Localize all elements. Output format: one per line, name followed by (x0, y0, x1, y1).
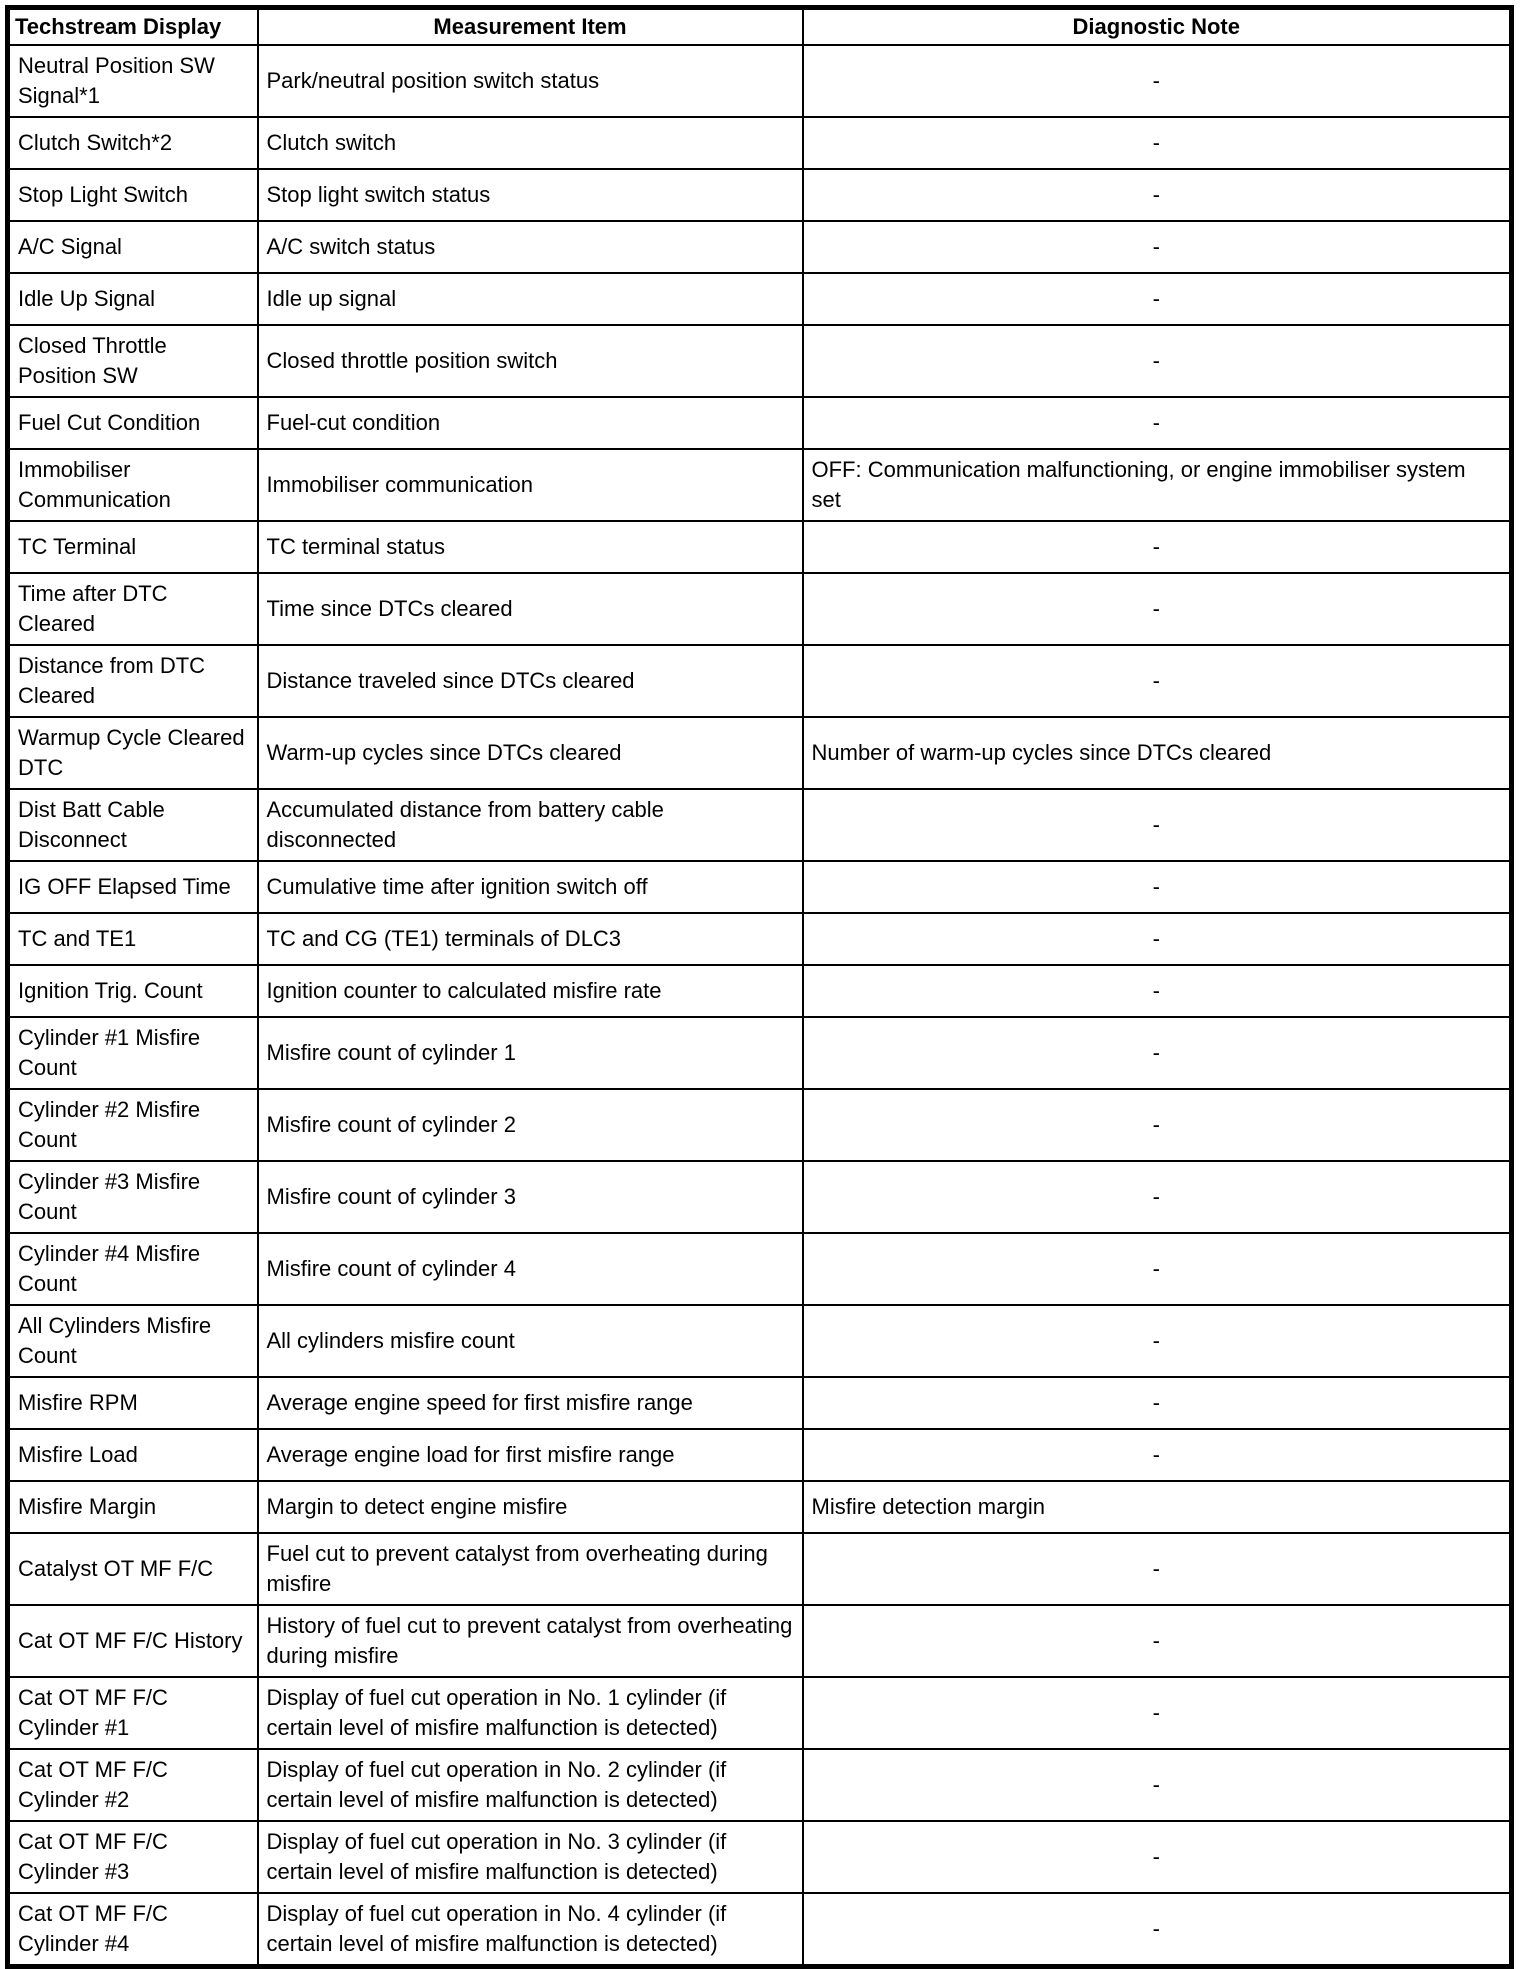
table-row (8, 1677, 1512, 1749)
cell-measurement-item: Misfire count of cylinder 4 (258, 1233, 803, 1305)
cell-techstream-display: Stop Light Switch (8, 169, 258, 221)
cell-measurement-item: Stop light switch status (258, 169, 803, 221)
cell-diagnostic-note: - (803, 397, 1512, 449)
cell-diagnostic-note: - (803, 965, 1512, 1017)
table-row (8, 169, 1512, 221)
cell-techstream-display: Catalyst OT MF F/C (8, 1533, 258, 1605)
cell-measurement-item: Margin to detect engine misfire (258, 1481, 803, 1533)
table-row (8, 645, 1512, 717)
table-row (8, 789, 1512, 861)
cell-diagnostic-note: - (803, 1677, 1512, 1749)
cell-diagnostic-note: - (803, 1605, 1512, 1677)
cell-diagnostic-note: - (803, 169, 1512, 221)
cell-diagnostic-note: - (803, 45, 1512, 117)
cell-diagnostic-note: - (803, 1017, 1512, 1089)
cell-diagnostic-note: - (803, 1429, 1512, 1481)
table-row (8, 449, 1512, 521)
cell-diagnostic-note: - (803, 1749, 1512, 1821)
cell-diagnostic-note: - (803, 861, 1512, 913)
cell-measurement-item: Display of fuel cut operation in No. 4 cylinder (if certain level of misfire malfunction is detected) (258, 1893, 803, 1967)
cell-techstream-display: Immobiliser Communication (8, 449, 258, 521)
cell-diagnostic-note: - (803, 645, 1512, 717)
table-row (8, 913, 1512, 965)
table-row (8, 1377, 1512, 1429)
cell-techstream-display: Idle Up Signal (8, 273, 258, 325)
cell-diagnostic-note: - (803, 1161, 1512, 1233)
cell-measurement-item: Idle up signal (258, 273, 803, 325)
table-row (8, 965, 1512, 1017)
cell-measurement-item: TC terminal status (258, 521, 803, 573)
techstream-data-list-table (5, 5, 1514, 1969)
cell-techstream-display: Warmup Cycle Cleared DTC (8, 717, 258, 789)
table-row (8, 1233, 1512, 1305)
cell-measurement-item: Distance traveled since DTCs cleared (258, 645, 803, 717)
table-row (8, 325, 1512, 397)
cell-measurement-item: A/C switch status (258, 221, 803, 273)
cell-techstream-display: Distance from DTC Cleared (8, 645, 258, 717)
cell-measurement-item: Average engine load for first misfire range (258, 1429, 803, 1481)
cell-measurement-item: Fuel-cut condition (258, 397, 803, 449)
cell-diagnostic-note: - (803, 117, 1512, 169)
cell-diagnostic-note: - (803, 573, 1512, 645)
cell-diagnostic-note: - (803, 789, 1512, 861)
table-row (8, 1749, 1512, 1821)
cell-diagnostic-note: - (803, 913, 1512, 965)
cell-diagnostic-note: - (803, 325, 1512, 397)
cell-techstream-display: Cylinder #4 Misfire Count (8, 1233, 258, 1305)
cell-measurement-item: Time since DTCs cleared (258, 573, 803, 645)
cell-diagnostic-note: - (803, 1821, 1512, 1893)
cell-diagnostic-note: - (803, 1305, 1512, 1377)
cell-diagnostic-note: - (803, 521, 1512, 573)
table-row (8, 521, 1512, 573)
cell-techstream-display: Fuel Cut Condition (8, 397, 258, 449)
cell-diagnostic-note: OFF: Communication malfunctioning, or engine immobiliser system set (803, 449, 1512, 521)
header-diagnostic-note: Diagnostic Note (803, 8, 1512, 46)
cell-diagnostic-note: - (803, 221, 1512, 273)
cell-techstream-display: Cat OT MF F/C History (8, 1605, 258, 1677)
cell-techstream-display: Cat OT MF F/C Cylinder #2 (8, 1749, 258, 1821)
cell-techstream-display: Time after DTC Cleared (8, 573, 258, 645)
table-row (8, 1605, 1512, 1677)
cell-measurement-item: All cylinders misfire count (258, 1305, 803, 1377)
cell-techstream-display: Cat OT MF F/C Cylinder #1 (8, 1677, 258, 1749)
table-row (8, 273, 1512, 325)
table-row (8, 861, 1512, 913)
table-row (8, 1821, 1512, 1893)
cell-measurement-item: Ignition counter to calculated misfire rate (258, 965, 803, 1017)
cell-diagnostic-note: - (803, 273, 1512, 325)
cell-techstream-display: Misfire RPM (8, 1377, 258, 1429)
cell-measurement-item: Accumulated distance from battery cable disconnected (258, 789, 803, 861)
cell-techstream-display: Misfire Margin (8, 1481, 258, 1533)
cell-measurement-item: Misfire count of cylinder 1 (258, 1017, 803, 1089)
cell-measurement-item: Warm-up cycles since DTCs cleared (258, 717, 803, 789)
cell-diagnostic-note: - (803, 1893, 1512, 1967)
table-row (8, 1533, 1512, 1605)
table-row (8, 221, 1512, 273)
cell-techstream-display: All Cylinders Misfire Count (8, 1305, 258, 1377)
cell-techstream-display: Cat OT MF F/C Cylinder #4 (8, 1893, 258, 1967)
table-row (8, 1089, 1512, 1161)
cell-measurement-item: Average engine speed for first misfire range (258, 1377, 803, 1429)
cell-techstream-display: Cylinder #3 Misfire Count (8, 1161, 258, 1233)
cell-diagnostic-note: - (803, 1377, 1512, 1429)
cell-techstream-display: Clutch Switch*2 (8, 117, 258, 169)
cell-measurement-item: Immobiliser communication (258, 449, 803, 521)
cell-techstream-display: Cat OT MF F/C Cylinder #3 (8, 1821, 258, 1893)
table-row (8, 573, 1512, 645)
cell-measurement-item: Misfire count of cylinder 3 (258, 1161, 803, 1233)
table-body (8, 45, 1512, 1967)
cell-measurement-item: Fuel cut to prevent catalyst from overheating during misfire (258, 1533, 803, 1605)
cell-techstream-display: Cylinder #1 Misfire Count (8, 1017, 258, 1089)
cell-measurement-item: Clutch switch (258, 117, 803, 169)
cell-measurement-item: TC and CG (TE1) terminals of DLC3 (258, 913, 803, 965)
cell-diagnostic-note: - (803, 1089, 1512, 1161)
cell-measurement-item: Display of fuel cut operation in No. 2 cylinder (if certain level of misfire malfunction is detected) (258, 1749, 803, 1821)
cell-techstream-display: Misfire Load (8, 1429, 258, 1481)
cell-measurement-item: History of fuel cut to prevent catalyst from overheating during misfire (258, 1605, 803, 1677)
table-row (8, 717, 1512, 789)
cell-diagnostic-note: - (803, 1533, 1512, 1605)
header-measurement-item: Measurement Item (258, 8, 803, 46)
cell-techstream-display: Ignition Trig. Count (8, 965, 258, 1017)
cell-diagnostic-note: Misfire detection margin (803, 1481, 1512, 1533)
cell-measurement-item: Park/neutral position switch status (258, 45, 803, 117)
cell-techstream-display: Cylinder #2 Misfire Count (8, 1089, 258, 1161)
cell-measurement-item: Display of fuel cut operation in No. 3 cylinder (if certain level of misfire malfunction is detected) (258, 1821, 803, 1893)
cell-measurement-item: Misfire count of cylinder 2 (258, 1089, 803, 1161)
cell-diagnostic-note: - (803, 1233, 1512, 1305)
cell-measurement-item: Cumulative time after ignition switch off (258, 861, 803, 913)
table-row (8, 1017, 1512, 1089)
table-row (8, 45, 1512, 117)
header-techstream-display: Techstream Display (8, 8, 258, 46)
cell-techstream-display: Dist Batt Cable Disconnect (8, 789, 258, 861)
cell-diagnostic-note: Number of warm-up cycles since DTCs cleared (803, 717, 1512, 789)
cell-techstream-display: IG OFF Elapsed Time (8, 861, 258, 913)
table-row (8, 117, 1512, 169)
cell-measurement-item: Closed throttle position switch (258, 325, 803, 397)
cell-techstream-display: TC Terminal (8, 521, 258, 573)
table-row (8, 1305, 1512, 1377)
table-row (8, 1481, 1512, 1533)
cell-techstream-display: TC and TE1 (8, 913, 258, 965)
table-row (8, 1893, 1512, 1967)
table-header-row (8, 8, 1512, 46)
cell-techstream-display: A/C Signal (8, 221, 258, 273)
cell-techstream-display: Closed Throttle Position SW (8, 325, 258, 397)
cell-measurement-item: Display of fuel cut operation in No. 1 cylinder (if certain level of misfire malfunction is detected) (258, 1677, 803, 1749)
table-row (8, 397, 1512, 449)
cell-techstream-display: Neutral Position SW Signal*1 (8, 45, 258, 117)
table-row (8, 1429, 1512, 1481)
table-row (8, 1161, 1512, 1233)
